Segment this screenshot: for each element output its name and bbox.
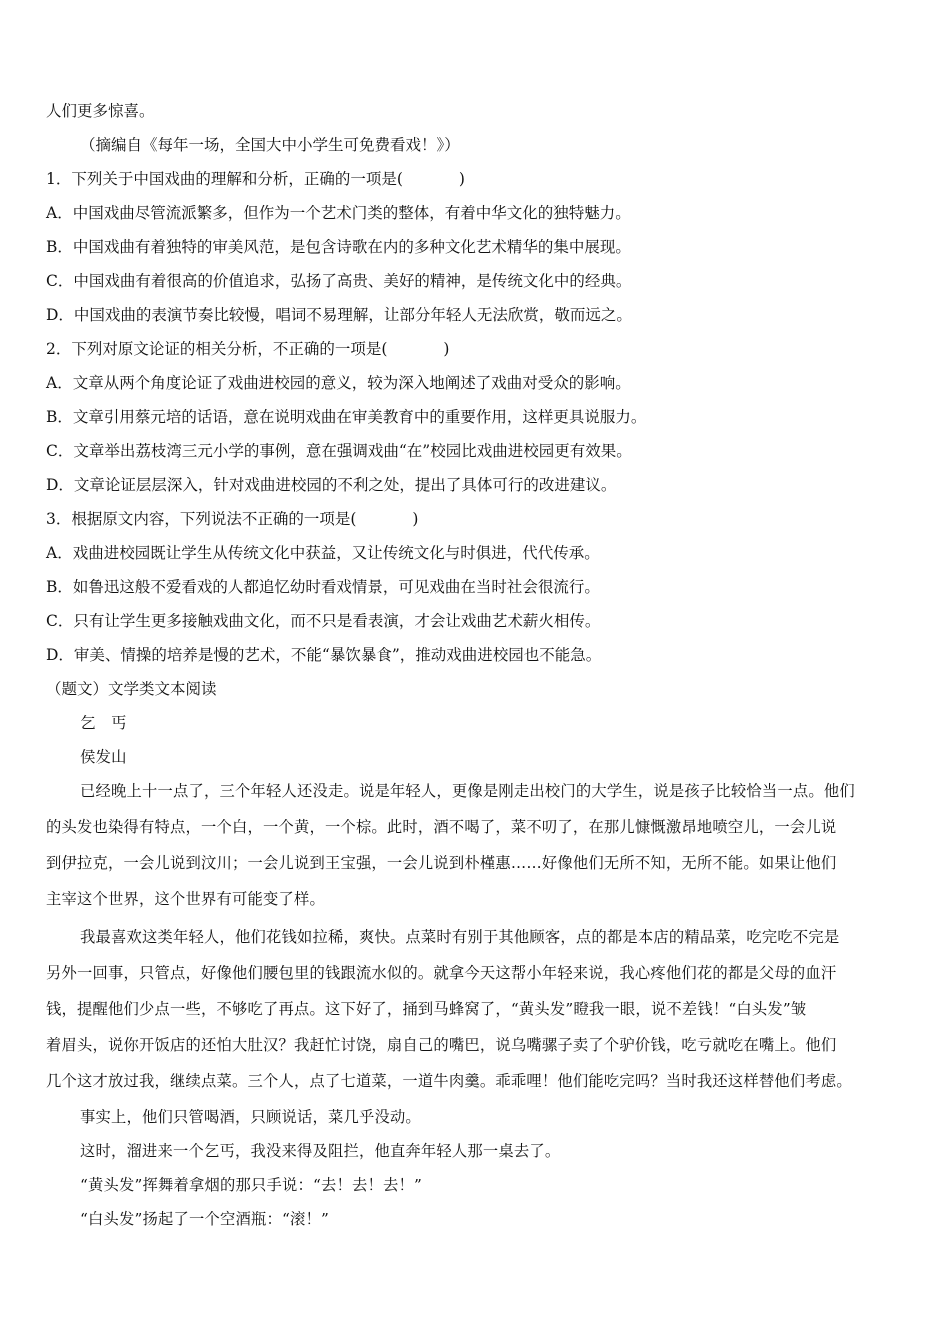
story-paragraph-1-line-2: 的头发也染得有特点，一个白，一个黄，一个棕。此时，酒不喝了，菜不叨了，在那儿慷慨激昂地喷空儿，一会儿说 bbox=[46, 818, 837, 836]
story-paragraph-4: 这时，溜进来一个乞丐，我没来得及阻拦，他直奔年轻人那一桌去了。 bbox=[80, 1142, 561, 1160]
story-paragraph-2-line-2: 另外一回事，只管点，好像他们腰包里的钱跟流水似的。就拿今天这帮小年轻来说，我心疼他们花的都是父母的血汗 bbox=[46, 964, 837, 982]
story-author: 侯发山 bbox=[80, 748, 127, 766]
story-paragraph-3: 事实上，他们只管喝酒，只顾说话，菜几乎没动。 bbox=[80, 1108, 421, 1126]
story-paragraph-2-line-3: 钱，提醒他们少点一些，不够吃了再点。这下好了，捅到马蜂窝了，“黄头发”瞪我一眼，说不差钱！“白头发”皱 bbox=[46, 1000, 807, 1018]
question-2-stem: 2．下列对原文论证的相关分析，不正确的一项是( ) bbox=[46, 340, 450, 358]
question-1-stem: 1．下列关于中国戏曲的理解和分析，正确的一项是( ) bbox=[46, 170, 465, 188]
question-1-option-a: A．中国戏曲尽管流派繁多，但作为一个艺术门类的整体，有着中华文化的独特魅力。 bbox=[46, 204, 631, 222]
question-1-option-d: D．中国戏曲的表演节奏比较慢，唱词不易理解，让部分年轻人无法欣赏，敬而远之。 bbox=[46, 306, 632, 324]
story-paragraph-1-line-4: 主宰这个世界，这个世界有可能变了样。 bbox=[46, 890, 325, 908]
question-3-stem: 3．根据原文内容，下列说法不正确的一项是( ) bbox=[46, 510, 419, 528]
question-3-option-a: A．戏曲进校园既让学生从传统文化中获益，又让传统文化与时俱进，代代传承。 bbox=[46, 544, 600, 562]
question-2-option-d: D．文章论证层层深入，针对戏曲进校园的不利之处，提出了具体可行的改进建议。 bbox=[46, 476, 617, 494]
question-1-option-c: C．中国戏曲有着很高的价值追求，弘扬了高贵、美好的精神，是传统文化中的经典。 bbox=[46, 272, 632, 290]
question-2-option-c: C．文章举出荔枝湾三元小学的事例，意在强调戏曲“在”校园比戏曲进校园更有效果。 bbox=[46, 442, 632, 460]
story-paragraph-1-line-1: 已经晚上十一点了，三个年轻人还没走。说是年轻人，更像是刚走出校门的大学生，说是孩子比较恰当一点。他们 bbox=[80, 782, 855, 800]
source-note: （摘编自《每年一场，全国大中小学生可免费看戏！》） bbox=[80, 136, 460, 154]
story-paragraph-1-line-3: 到伊拉克，一会儿说到汶川；一会儿说到王宝强，一会儿说到朴槿惠……好像他们无所不知，无所不能。如果让他们 bbox=[46, 854, 837, 872]
question-3-option-d: D．审美、情操的培养是慢的艺术，不能“暴饮暴食”，推动戏曲进校园也不能急。 bbox=[46, 646, 602, 664]
section-heading: （题文）文学类文本阅读 bbox=[46, 680, 217, 698]
question-2-option-b: B．文章引用蔡元培的话语，意在说明戏曲在审美教育中的重要作用，这样更具说服力。 bbox=[46, 408, 647, 426]
story-paragraph-2-line-4: 着眉头，说你开饭店的还怕大肚汉？我赶忙讨饶，扇自己的嘴巴，说乌嘴骡子卖了个驴价钱，吃亏就吃在嘴上。他们 bbox=[46, 1036, 837, 1054]
question-3-option-b: B．如鲁迅这般不爱看戏的人都追忆幼时看戏情景，可见戏曲在当时社会很流行。 bbox=[46, 578, 600, 596]
story-title: 乞 丐 bbox=[80, 714, 127, 732]
story-paragraph-6: “白头发”扬起了一个空酒瓶：“滚！” bbox=[80, 1210, 330, 1228]
question-2-option-a: A．文章从两个角度论证了戏曲进校园的意义，较为深入地阐述了戏曲对受众的影响。 bbox=[46, 374, 631, 392]
intro-tail-text: 人们更多惊喜。 bbox=[46, 102, 155, 120]
story-paragraph-5: “黄头发”挥舞着拿烟的那只手说：“去！去！去！” bbox=[80, 1176, 423, 1194]
story-paragraph-2-line-1: 我最喜欢这类年轻人，他们花钱如拉稀，爽快。点菜时有别于其他顾客，点的都是本店的精品菜，吃完吃不完是 bbox=[80, 928, 840, 946]
story-paragraph-2-line-5: 几个这才放过我，继续点菜。三个人，点了七道菜，一道牛肉羹。乖乖哩！他们能吃完吗？当时我还这样替他们考虑。 bbox=[46, 1072, 852, 1090]
question-3-option-c: C．只有让学生更多接触戏曲文化，而不只是看表演，才会让戏曲艺术薪火相传。 bbox=[46, 612, 601, 630]
question-1-option-b: B．中国戏曲有着独特的审美风范，是包含诗歌在内的多种文化艺术精华的集中展现。 bbox=[46, 238, 631, 256]
